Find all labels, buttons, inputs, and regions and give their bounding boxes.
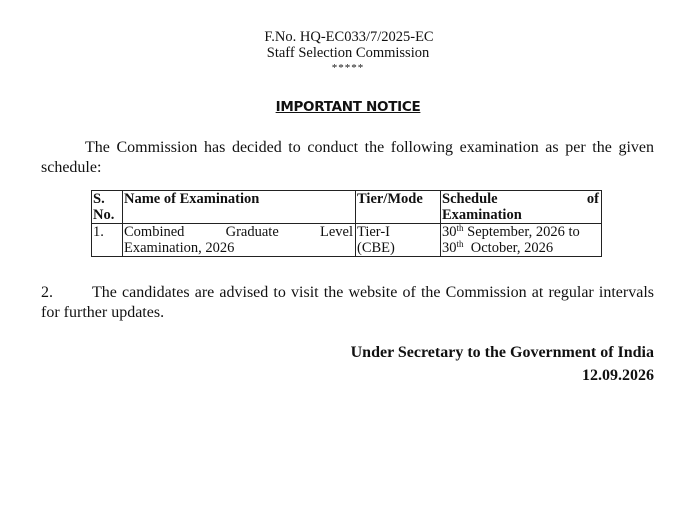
intro-paragraph: The Commission has decided to conduct the following examination as per the given schedule:: [41, 139, 654, 176]
paragraph-number: 2.: [41, 284, 53, 301]
cell-schedule: 30th September, 2026 to 30th October, 2026: [441, 224, 602, 257]
header-tier-mode: Tier/Mode: [356, 191, 441, 224]
table-row: [92, 224, 602, 257]
advice-paragraph: [41, 283, 654, 323]
signatory-designation: Under Secretary to the Government of India: [350, 344, 654, 361]
header-schedule: Schedule of Examination: [441, 191, 602, 224]
exam-schedule-table: [91, 190, 602, 257]
separator-stars: *****: [331, 62, 365, 74]
header-sno: S. No.: [92, 191, 123, 224]
cell-sno: 1.: [92, 224, 123, 257]
table-header-row: [92, 191, 602, 224]
advice-text: The candidates are advised to visit the website of the Commission at regular intervals for further updates.: [41, 284, 654, 321]
file-number: F.No. HQ-EC033/7/2025-EC: [264, 29, 434, 45]
notice-date: 12.09.2026: [582, 367, 654, 384]
header-exam-name: Name of Examination: [123, 191, 356, 224]
cell-exam-name: Combined Graduate Level Examination, 2026: [123, 224, 356, 257]
organisation-name: Staff Selection Commission: [266, 45, 430, 61]
cell-tier-mode: Tier-I (CBE): [356, 224, 441, 257]
notice-title: IMPORTANT NOTICE: [275, 99, 421, 115]
